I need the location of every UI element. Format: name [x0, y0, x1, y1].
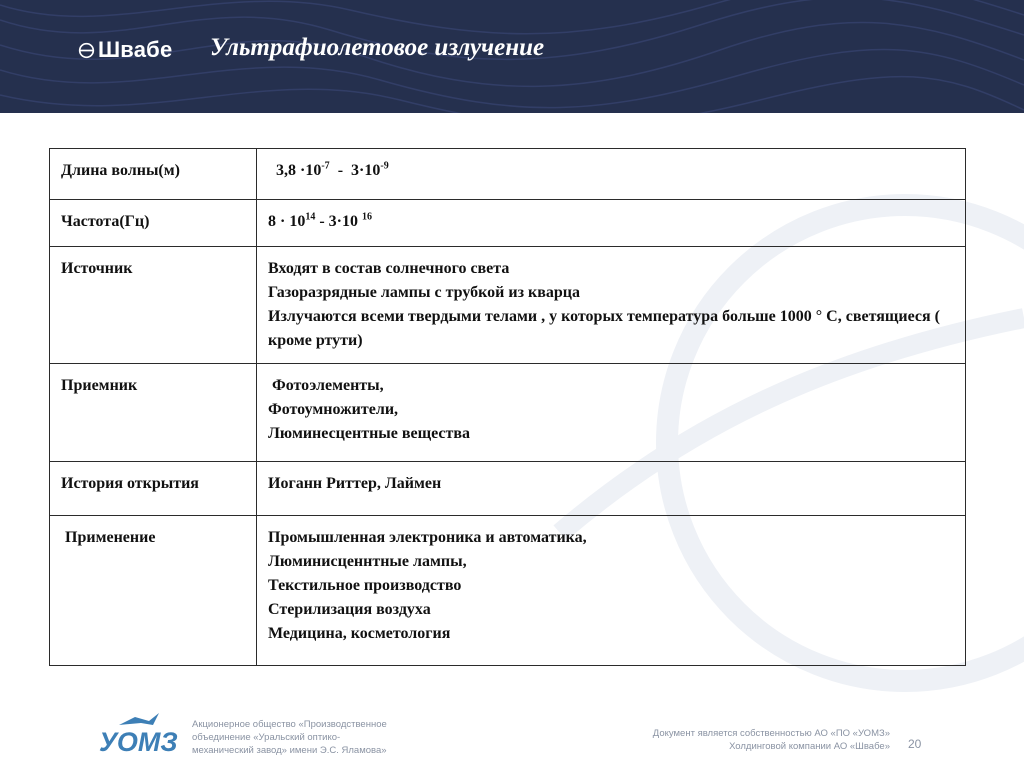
- row-value: [257, 462, 966, 516]
- value-line: Люминесцентные вещества: [268, 425, 471, 442]
- row-label: Длина волны(м): [50, 149, 257, 200]
- value-line: Газоразрядные лампы с трубкой из кварца: [268, 284, 580, 301]
- row-value: $3,8 \cdot 10^{-7} - 3\cdot 10^{-9}$: [257, 149, 966, 200]
- company-line: объединение «Уральский оптико-: [192, 732, 341, 743]
- row-value: [257, 364, 966, 462]
- brand-name: Швабе: [98, 37, 173, 62]
- row-value: $8 \cdot 10^{14} - 3\cdot 10$ $^{16}$: [257, 200, 966, 247]
- table-row: [50, 364, 966, 462]
- company-line: механический завод» имени Э.С. Яламова»: [192, 745, 387, 756]
- company-line: Акционерное общество «Производственное: [192, 719, 387, 730]
- row-label: История открытия: [50, 462, 257, 516]
- shvabe-logo: [78, 37, 172, 63]
- row-label: Частота(Гц): [50, 200, 257, 247]
- value-line: Излучаются всеми твердыми телами , у которых температура больше 1000 ° С, светящиеся ( кроме ртути): [268, 308, 940, 349]
- table-row: [50, 200, 966, 247]
- row-value: [257, 247, 966, 364]
- row-label: Приемник: [50, 364, 257, 462]
- value-line: Иоганн Риттер, Лаймен: [268, 475, 442, 492]
- shvabe-logo-icon: [78, 42, 95, 59]
- value-line: Текстильное производство: [268, 577, 462, 594]
- value-line: Стерилизация воздуха: [268, 601, 431, 618]
- value-line: Фотоэлементы,: [268, 377, 384, 394]
- page-number: 20: [908, 737, 922, 751]
- uomz-logo-text: УОМЗ: [99, 727, 178, 757]
- uomz-logo-star-icon: [119, 713, 159, 725]
- table-row: [50, 247, 966, 364]
- ownership-notice: [600, 727, 890, 753]
- page-title: Ультрафиолетовое излучение: [210, 34, 545, 61]
- value-line: Люминисценнтные лампы,: [268, 553, 467, 570]
- table-row: [50, 149, 966, 200]
- value-line: Промышленная электроника и автоматика,: [268, 529, 587, 546]
- table-row: [50, 516, 966, 666]
- company-info: [192, 718, 387, 757]
- header-banner: [0, 0, 1024, 113]
- ownership-line: Холдинговой компании АО «Швабе»: [729, 741, 890, 752]
- properties-table: [49, 148, 966, 666]
- uomz-logo: [97, 711, 183, 757]
- value-line: Входят в состав солнечного света: [268, 260, 510, 277]
- row-label: Источник: [50, 247, 257, 364]
- table-row: [50, 462, 966, 516]
- value-line: Медицина, косметология: [268, 625, 451, 642]
- ownership-line: Документ является собственностью АО «ПО «УОМЗ»: [652, 728, 890, 739]
- value-line: Фотоумножители,: [268, 401, 399, 418]
- row-label: Применение: [50, 516, 257, 666]
- row-value: [257, 516, 966, 666]
